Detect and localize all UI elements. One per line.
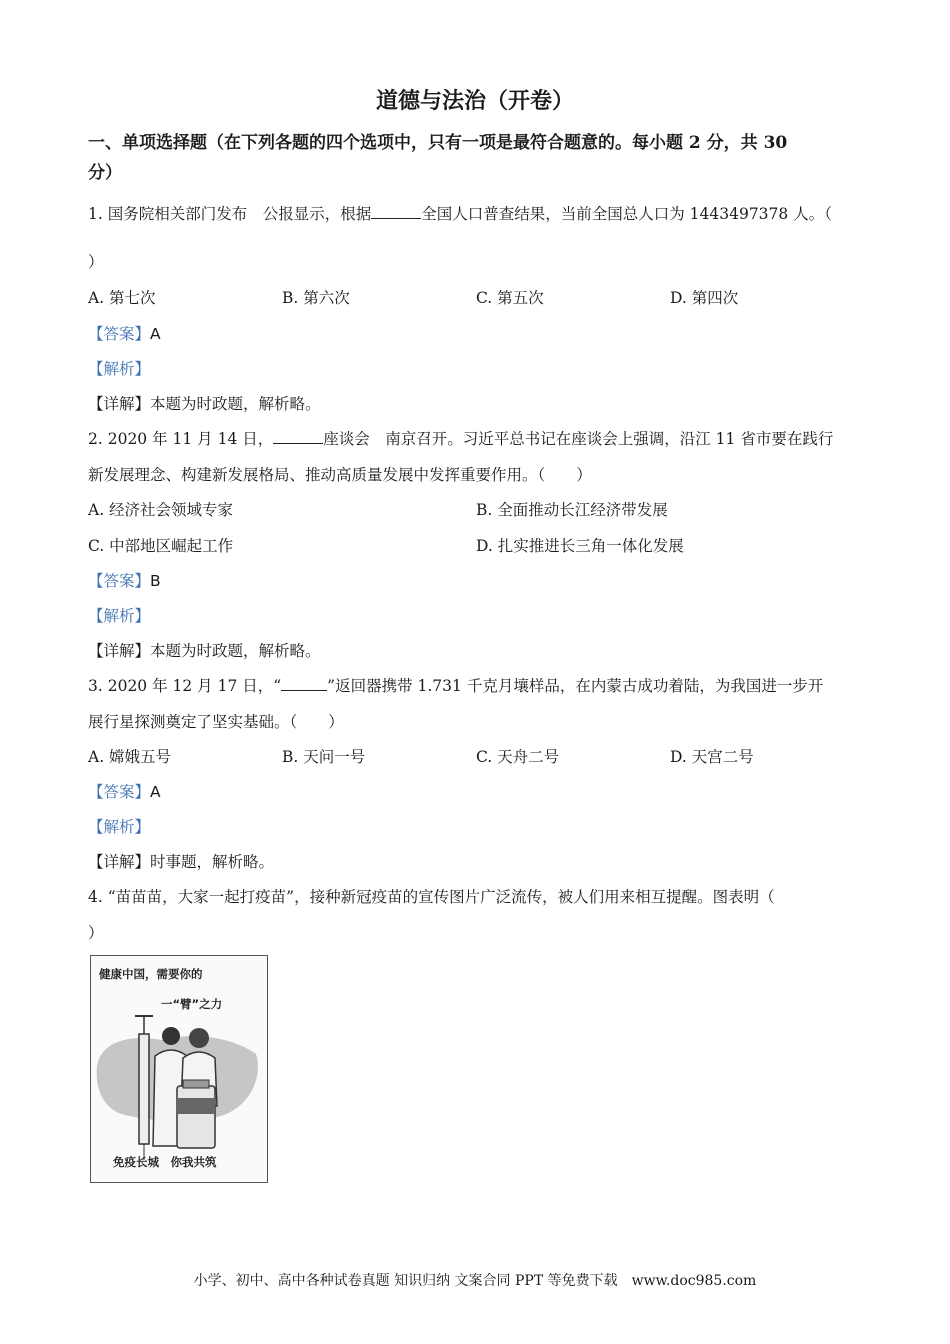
- page-footer: 小学、初中、高中各种试卷真题 知识归纳 文案合同 PPT 等免费下载 www.doc985.com: [193, 1273, 757, 1289]
- q1-blank: [371, 204, 421, 219]
- q2-answer: 【答案】B: [88, 572, 161, 590]
- nurse-head-icon: [189, 1028, 209, 1048]
- q3-answer: 【答案】A: [88, 783, 161, 801]
- section-heading-line2: 分）: [88, 163, 122, 183]
- q3-detail: 【详解】时事题，解析略。: [88, 853, 275, 871]
- q3-option-a: A. 嫦娥五号: [88, 748, 172, 766]
- q1-option-a: A. 第七次: [88, 289, 156, 307]
- q1-stem-line1: 1. 国务院相关部门发布 公报显示，根据 全国人口普查结果，当前全国总人口为 1443497378 人。（: [88, 205, 832, 223]
- q1-answer: 【答案】A: [88, 325, 161, 343]
- q3-blank: [281, 676, 327, 691]
- q3-option-b: B. 天问一号: [282, 748, 366, 766]
- q3-option-c: C. 天舟二号: [476, 748, 560, 766]
- poster-bottom-text: 免疫长城 你我共筑: [113, 1155, 217, 1169]
- q2-option-c: C. 中部地区崛起工作: [88, 537, 234, 555]
- doctor-head-icon: [162, 1027, 180, 1045]
- q4-stem-line1: 4. “苗苗苗，大家一起打疫苗”，接种新冠疫苗的宣传图片广泛流传，被人们用来相互提醒。图表明（: [88, 888, 775, 906]
- q2-option-d: D. 扎实推进长三角一体化发展: [476, 537, 684, 555]
- vaccine-vial-icon: [177, 1086, 215, 1148]
- q4-stem-line2: ）: [88, 924, 104, 942]
- q3-stem-line1: 3. 2020 年 12 月 17 日，“ ”返回器携带 1.731 千克月壤样品，在内蒙古成功着陆，为我国进一步开: [88, 677, 824, 695]
- q1-option-b: B. 第六次: [282, 289, 350, 307]
- q3-analysis-label: 【解析】: [88, 818, 151, 836]
- q2-option-a: A. 经济社会领域专家: [88, 501, 234, 519]
- q2-stem-line2: 新发展理念、构建新发展格局、推动高质量发展中发挥重要作用。（ ）: [88, 466, 592, 484]
- q1-analysis-label: 【解析】: [88, 360, 151, 378]
- syringe-icon: [139, 1034, 149, 1144]
- vial-label-icon: [177, 1098, 215, 1114]
- q2-blank: [273, 429, 323, 444]
- vaccine-poster-image: [90, 955, 268, 1183]
- vaccine-poster-illustration: [91, 956, 267, 1182]
- q2-detail: 【详解】本题为时政题，解析略。: [88, 642, 321, 660]
- page-title: 道德与法治（开卷）: [375, 88, 574, 114]
- poster-line1: 健康中国，需要你的: [99, 967, 203, 981]
- q3-stem-line2: 展行星探测奠定了坚实基础。（ ）: [88, 713, 344, 731]
- q2-analysis-label: 【解析】: [88, 607, 151, 625]
- q1-option-d: D. 第四次: [670, 289, 739, 307]
- poster-line2: 一“臂”之力: [161, 997, 223, 1011]
- section-heading: [88, 128, 868, 188]
- section-heading-line1: 一、单项选择题（在下列各题的四个选项中，只有一项是最符合题意的。每小题 2 分，共 30: [88, 133, 788, 153]
- q1-detail: 【详解】本题为时政题，解析略。: [88, 395, 321, 413]
- q1-stem-line2: ）: [88, 253, 104, 271]
- q3-option-d: D. 天宫二号: [670, 748, 754, 766]
- q2-stem-line1: 2. 2020 年 11 月 14 日， 座谈会 南京召开。习近平总书记在座谈会上强调，沿江 11 省市要在践行: [88, 430, 834, 448]
- q1-option-c: C. 第五次: [476, 289, 544, 307]
- q2-option-b: B. 全面推动长江经济带发展: [476, 501, 668, 519]
